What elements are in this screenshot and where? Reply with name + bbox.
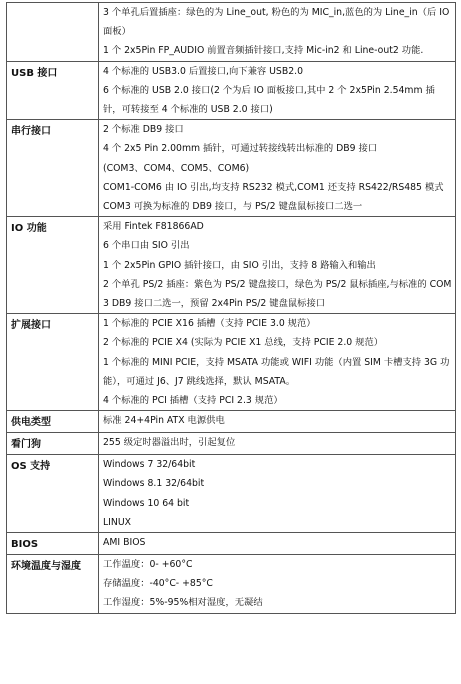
spec-line: COM1-COM6 由 IO 引出,均支持 RS232 模式,COM1 还支持 RS422/RS485 模式 — [103, 181, 444, 193]
spec-line: 采用 Fintek F81866AD — [103, 221, 204, 233]
spec-row-label: IO 功能 — [7, 217, 99, 314]
spec-row-label: USB 接口 — [7, 61, 99, 120]
spec-row — [7, 433, 456, 455]
spec-row-value — [99, 61, 456, 120]
spec-row-value — [99, 217, 456, 314]
spec-row — [7, 3, 456, 62]
spec-line: Windows 7 32/64bit — [103, 459, 196, 471]
spec-line: COM3 可换为标准的 DB9 接口，与 PS/2 键盘鼠标接口二选一 — [103, 201, 363, 213]
spec-line: 4 个标准的 PCI 插槽（支持 PCI 2.3 规范） — [103, 395, 283, 407]
spec-line: 存储温度：-40°C- +85°C — [103, 578, 213, 590]
spec-line: LINUX — [103, 516, 132, 528]
spec-line: 工作温度：0- +60°C — [103, 559, 193, 571]
spec-row-label: OS 支持 — [7, 455, 99, 533]
spec-row-value — [99, 411, 456, 433]
spec-line: 2 个标准的 PCIE X4 (实际为 PCIE X1 总线，支持 PCIE 2.0 规范） — [103, 337, 384, 349]
spec-row-value — [99, 3, 456, 62]
spec-line: 1 个 2x5Pin GPIO 插针接口，由 SIO 引出，支持 8 路输入和输出 — [103, 259, 376, 271]
spec-line: 1 个标准的 PCIE X16 插槽（支持 PCIE 3.0 规范） — [103, 318, 316, 330]
spec-line: 工作湿度：5%-95%相对湿度，无凝结 — [103, 597, 263, 609]
spec-row — [7, 555, 456, 614]
spec-line: 标准 24+4Pin ATX 电源供电 — [103, 415, 225, 427]
spec-row-value — [99, 120, 456, 217]
spec-line: Windows 8.1 32/64bit — [103, 478, 205, 490]
spec-row-label: 供电类型 — [7, 411, 99, 433]
spec-line: (COM3、COM4、COM5、COM6) — [103, 162, 250, 174]
spec-line: 4 个标准的 USB3.0 后置接口,向下兼容 USB2.0 — [103, 65, 303, 77]
spec-line: 4 个 2x5 Pin 2.00mm 插针，可通过转接线转出标准的 DB9 接口 — [103, 143, 378, 155]
spec-row-value — [99, 433, 456, 455]
spec-row-label — [7, 3, 99, 62]
spec-row — [7, 455, 456, 533]
spec-table — [6, 2, 456, 614]
spec-line: 1 个 2x5Pin FP_AUDIO 前置音频插针接口,支持 Mic-in2 和 Line-out2 功能. — [103, 45, 424, 57]
spec-row-value — [99, 314, 456, 411]
spec-line: 3 个单孔后置插座：绿色的为 Line_out, 粉色的为 MIC_in,蓝色的为 Line_in（后 IO 面板） — [103, 7, 450, 38]
spec-row — [7, 120, 456, 217]
spec-line: 2 个单孔 PS/2 插座：紫色为 PS/2 键盘接口，绿色为 PS/2 鼠标插座,与标准的 COM3 DB9 接口二选一，预留 2x4Pin PS/2 键盘鼠标接口 — [103, 278, 452, 310]
spec-row-label: 串行接口 — [7, 120, 99, 217]
spec-line: Windows 10 64 bit — [103, 497, 190, 509]
spec-line: 6 个串口由 SIO 引出 — [103, 240, 190, 252]
spec-row-label: BIOS — [7, 533, 99, 555]
spec-row — [7, 533, 456, 555]
spec-row-label: 环境温度与湿度 — [7, 555, 99, 614]
spec-row — [7, 411, 456, 433]
spec-row-label: 扩展接口 — [7, 314, 99, 411]
spec-line: 255 级定时器溢出时，引起复位 — [103, 437, 236, 449]
spec-row-value — [99, 555, 456, 614]
spec-row — [7, 314, 456, 411]
spec-row — [7, 217, 456, 314]
spec-row-value — [99, 533, 456, 555]
spec-table-body — [7, 3, 456, 614]
spec-row-value — [99, 455, 456, 533]
spec-line: 2 个标准 DB9 接口 — [103, 124, 184, 136]
spec-line: 6 个标准的 USB 2.0 接口(2 个为后 IO 面板接口,其中 2 个 2x5Pin 2.54mm 插针，可转接至 4 个标准的 USB 2.0 接口) — [103, 84, 435, 116]
spec-line: AMI BIOS — [103, 537, 146, 549]
spec-row-label: 看门狗 — [7, 433, 99, 455]
spec-line: 1 个标准的 MINI PCIE，支持 MSATA 功能或 WIFI 功能（内置 SIM 卡槽支持 3G 功能），可通过 J6、J7 跳线选择，默认 MSATA。 — [103, 356, 450, 387]
spec-row — [7, 61, 456, 120]
